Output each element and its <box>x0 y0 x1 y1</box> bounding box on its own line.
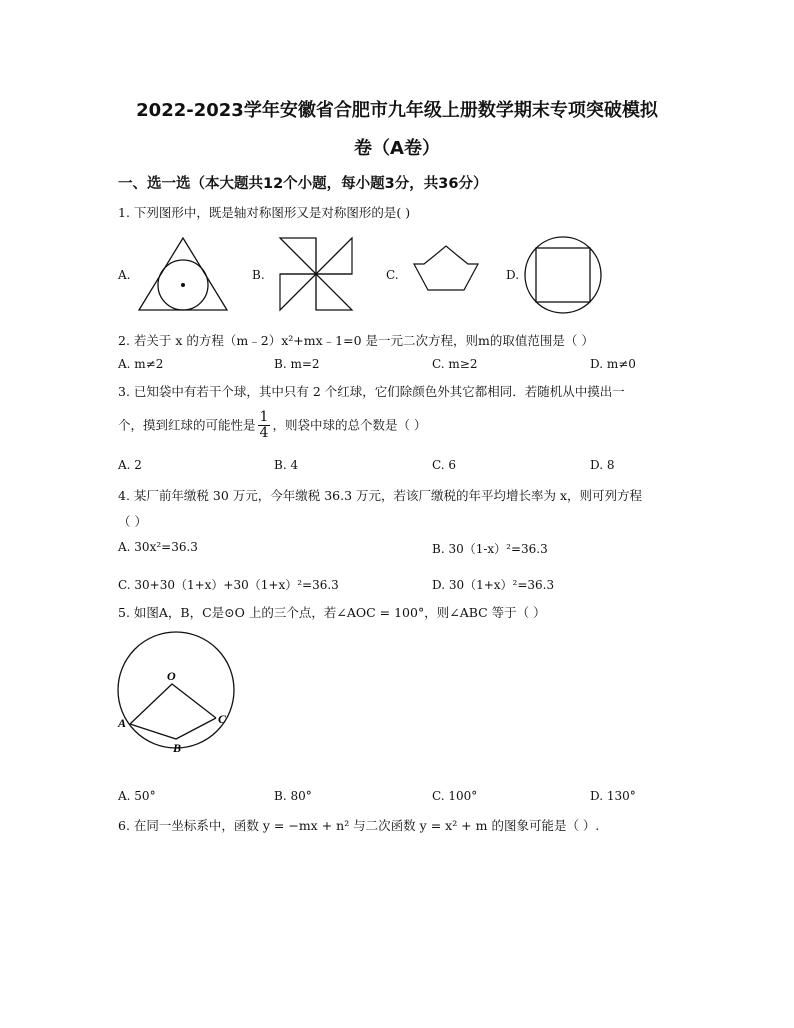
fraction-numerator: 1 <box>259 409 269 425</box>
question-5-option-b: B. 80° <box>274 789 312 803</box>
label-a: A <box>118 716 127 730</box>
label-c: C <box>218 712 227 726</box>
question-3-option-b: B. 4 <box>274 458 299 472</box>
question-4-option-b: B. 30（1-x）²=36.3 <box>432 542 548 556</box>
question-2-option-d: D. m≠0 <box>590 357 636 371</box>
section-heading: 一、选一选（本大题共12个小题，每小题3分，共36分） <box>118 176 488 192</box>
question-3-stem-line2 <box>118 410 426 442</box>
figure-pinwheel <box>275 236 357 312</box>
question-4-option-a: A. 30x²=36.3 <box>118 540 198 554</box>
label-o: O <box>167 669 176 683</box>
question-3-stem-line1: 3. 已知袋中有若干个球，其中只有 2 个红球，它们除颜色外其它都相同．若随机从中摸出一 <box>118 384 625 399</box>
figure-triangle-incircle <box>135 236 231 314</box>
question-5-option-d: D. 130° <box>590 789 636 803</box>
question-1-option-d: D. <box>506 268 520 282</box>
question-5-stem: 5. 如图A，B，C是⊙O 上的三个点，若∠AOC = 100°，则∠ABC 等于（ ） <box>118 605 546 620</box>
question-2-option-b: B. m=2 <box>274 357 320 371</box>
figure-circle-square <box>522 234 604 316</box>
question-2-stem: 2. 若关于 x 的方程（m﹣2）x²+mx﹣1=0 是一元二次方程，则m的取值范围是（ ） <box>118 333 594 348</box>
question-5-option-c: C. 100° <box>432 789 478 803</box>
question-4-stem-line2: （ ） <box>118 514 147 529</box>
fraction-one-quarter <box>258 410 271 442</box>
question-4-option-d: D. 30（1+x）²=36.3 <box>432 578 555 592</box>
question-3-stem-after-fraction: ，则袋中球的总个数是（ ） <box>272 417 427 433</box>
figure-circle-angle <box>112 628 242 758</box>
question-3-stem-before-fraction: 个，摸到红球的可能性是 <box>118 417 256 433</box>
question-3-option-d: D. 8 <box>590 458 615 472</box>
question-5-option-a: A. 50° <box>118 789 156 803</box>
question-6-stem: 6. 在同一坐标系中，函数 y = −mx + n² 与二次函数 y = x² + m 的图象可能是（ ）. <box>118 818 600 833</box>
figure-boat <box>412 244 480 292</box>
question-4-option-c: C. 30+30（1+x）+30（1+x）²=36.3 <box>118 578 339 592</box>
question-1-stem: 1. 下列图形中，既是轴对称图形又是对称图形的是( ) <box>118 205 411 220</box>
question-3-option-a: A. 2 <box>118 458 142 472</box>
fraction-denominator: 4 <box>259 425 269 442</box>
question-2-option-c: C. m≥2 <box>432 357 478 371</box>
question-3-option-c: C. 6 <box>432 458 457 472</box>
question-2-option-a: A. m≠2 <box>118 357 164 371</box>
label-b: B <box>173 741 182 755</box>
question-1-option-b: B. <box>252 268 265 282</box>
page-title-line1: 2022-2023学年安徽省合肥市九年级上册数学期末专项突破模拟 <box>136 100 658 121</box>
question-4-stem-line1: 4. 某厂前年缴税 30 万元，今年缴税 36.3 万元，若该厂缴税的年平均增长率为 x，则可列方程 <box>118 488 643 503</box>
question-1-option-a: A. <box>118 268 131 282</box>
page-title-line2: 卷（A卷） <box>354 138 440 159</box>
question-1-option-c: C. <box>386 268 399 282</box>
